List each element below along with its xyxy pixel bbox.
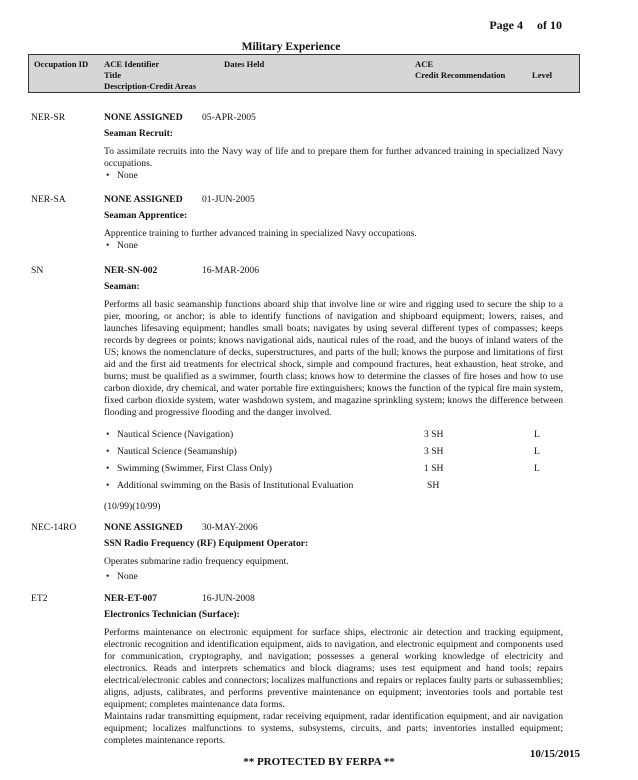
credit-hours: SH (427, 480, 440, 491)
occupation-id: NEC-14RO (31, 522, 77, 533)
occupation-description: Performs all basic seamanship functions aboard ship that involve line or wire and rigging used to secure the ship to a pier, mooring, or anchor; is able to identify functions of navigation and shipboard equipment; lowers, raises, and launches lifesaving equipment; handles small boats; navigates by using several different types of compasses; keeps records by degrees or points; knows navigational aids, nautical rules of the road, and the buoys of inland waters of the US; knows the nomenclature of decks, superstructures, and parts of the hull; knows the purpose and limitations of first aid and the first aid treatments for electrical shock, simple and compound fractures, heat exhaustion, heat stroke, and burns; must be qualified as a swimmer, fourth class; knows how to determine the classes of fire hoses and how to use carbon dioxide, dry chemical, and water portable fire extinguishers; knows the function of the typical fire main system, fixed carbon dioxide system, water washdown system, and magazine sprinkling system; knows the difference between flooding and progressive flooding and the danger involved. (104, 299, 563, 418)
page-total: of 10 (537, 18, 562, 32)
credit-name: None (117, 571, 138, 582)
credit-name: Additional swimming on the Basis of Institutional Evaluation (117, 480, 354, 491)
revision-note: (10/99)(10/99) (104, 501, 161, 512)
occupation-description-continued: Maintains radar transmitting equipment, radar receiving equipment, radar identification equipment, and air navigation equipment; localizes malfunctions to systems, subsystems, circuits, and parts; inventories installed equipment; completes maintenance reports. (104, 711, 563, 746)
credit-name: None (117, 240, 138, 251)
occupation-description: To assimilate recruits into the Navy way of life and to prepare them for further advanced training in specialized Navy occupations. (104, 146, 563, 169)
occupation-entry (31, 112, 563, 192)
credit-hours: 1 SH (424, 463, 444, 474)
ace-identifier: NONE ASSIGNED (104, 522, 183, 533)
page-number (489, 18, 562, 33)
occupation-title: Seaman Recruit: (104, 128, 174, 139)
ace-identifier: NONE ASSIGNED (104, 112, 183, 123)
credit-level: L (534, 446, 540, 457)
date-held: 30-MAY-2006 (202, 522, 258, 533)
credit-name: None (117, 170, 138, 181)
occupation-id: NER-SA (31, 194, 66, 205)
date-held: 05-APR-2005 (202, 112, 256, 123)
occupation-description: Performs maintenance on electronic equipment for surface ships, electronic air detection and tracking equipment, electronic recognition and identification equipment, aids to navigation, and electronic equipment and components used for communication, cryptography, and navigation; possesses a general working knowledge of electricity and electronics. Reads and interprets schematics and block diagrams; uses test equipment and hand tools; repairs electrical/electronic cables and connectors; localizes malfunctions and repairs or replaces faulty parts or subassemblies; aligns, adjusts, calibrates, and performs preventive maintenance on equipment; inventories tools and portable test equipment; completes maintenance data forms. (104, 627, 563, 710)
occupation-title: Seaman Apprentice: (104, 210, 188, 221)
credit-name: Nautical Science (Navigation) (117, 429, 234, 440)
credit-list (104, 429, 563, 497)
ferpa-notice: ** PROTECTED BY FERPA ** (243, 756, 395, 768)
date-held: 16-MAR-2006 (202, 265, 260, 276)
credit-list (104, 170, 563, 187)
credit-item (104, 170, 563, 187)
credit-hours: 3 SH (424, 429, 444, 440)
credit-name: Nautical Science (Seamanship) (117, 446, 237, 457)
ace-identifier: NER-SN-002 (104, 265, 158, 276)
report-date: 10/15/2015 (529, 748, 580, 760)
ace-identifier: NONE ASSIGNED (104, 194, 183, 205)
occupation-id: SN (31, 265, 44, 276)
date-held: 01-JUN-2005 (202, 194, 255, 205)
credit-level: L (534, 463, 540, 474)
page-label: Page 4 (489, 18, 523, 32)
occupation-title: Electronics Technician (Surface): (104, 609, 240, 620)
credit-item (104, 463, 563, 480)
credit-item (104, 571, 563, 588)
occupation-id: ET2 (31, 593, 48, 604)
header-occupation-id: Occupation ID (34, 59, 89, 69)
occupation-description: Operates submarine radio frequency equipment. (104, 556, 289, 567)
occupation-id: NER-SR (31, 112, 66, 123)
credit-list (104, 571, 563, 588)
credit-item (104, 240, 563, 257)
header-credit-recommendation: Credit Recommendation (415, 70, 506, 80)
credit-level: L (534, 429, 540, 440)
occupation-entry (31, 593, 563, 746)
occupation-entry (31, 522, 563, 592)
occupation-title: SSN Radio Frequency (RF) Equipment Operator: (104, 538, 309, 549)
table-header (28, 54, 580, 93)
header-title: Title (104, 70, 122, 80)
credit-item (104, 446, 563, 463)
header-level: Level (532, 70, 553, 80)
section-title: Military Experience (241, 41, 341, 53)
header-description: Description-Credit Areas (104, 81, 197, 91)
occupation-entry (31, 194, 563, 264)
credit-list (104, 240, 563, 257)
header-ace: ACE (415, 59, 434, 69)
ace-identifier: NER-ET-007 (104, 593, 157, 604)
credit-item (104, 429, 563, 446)
occupation-description: Apprentice training to further advanced training in specialized Navy occupations. (104, 228, 417, 239)
header-ace-identifier: ACE Identifier (104, 59, 160, 69)
credit-name: Swimming (Swimmer, First Class Only) (117, 463, 272, 474)
credit-item (104, 480, 563, 497)
date-held: 16-JUN-2008 (202, 593, 255, 604)
occupation-title: Seaman: (104, 281, 140, 292)
credit-hours: 3 SH (424, 446, 444, 457)
occupation-entry (31, 265, 563, 515)
header-dates-held: Dates Held (224, 59, 265, 69)
